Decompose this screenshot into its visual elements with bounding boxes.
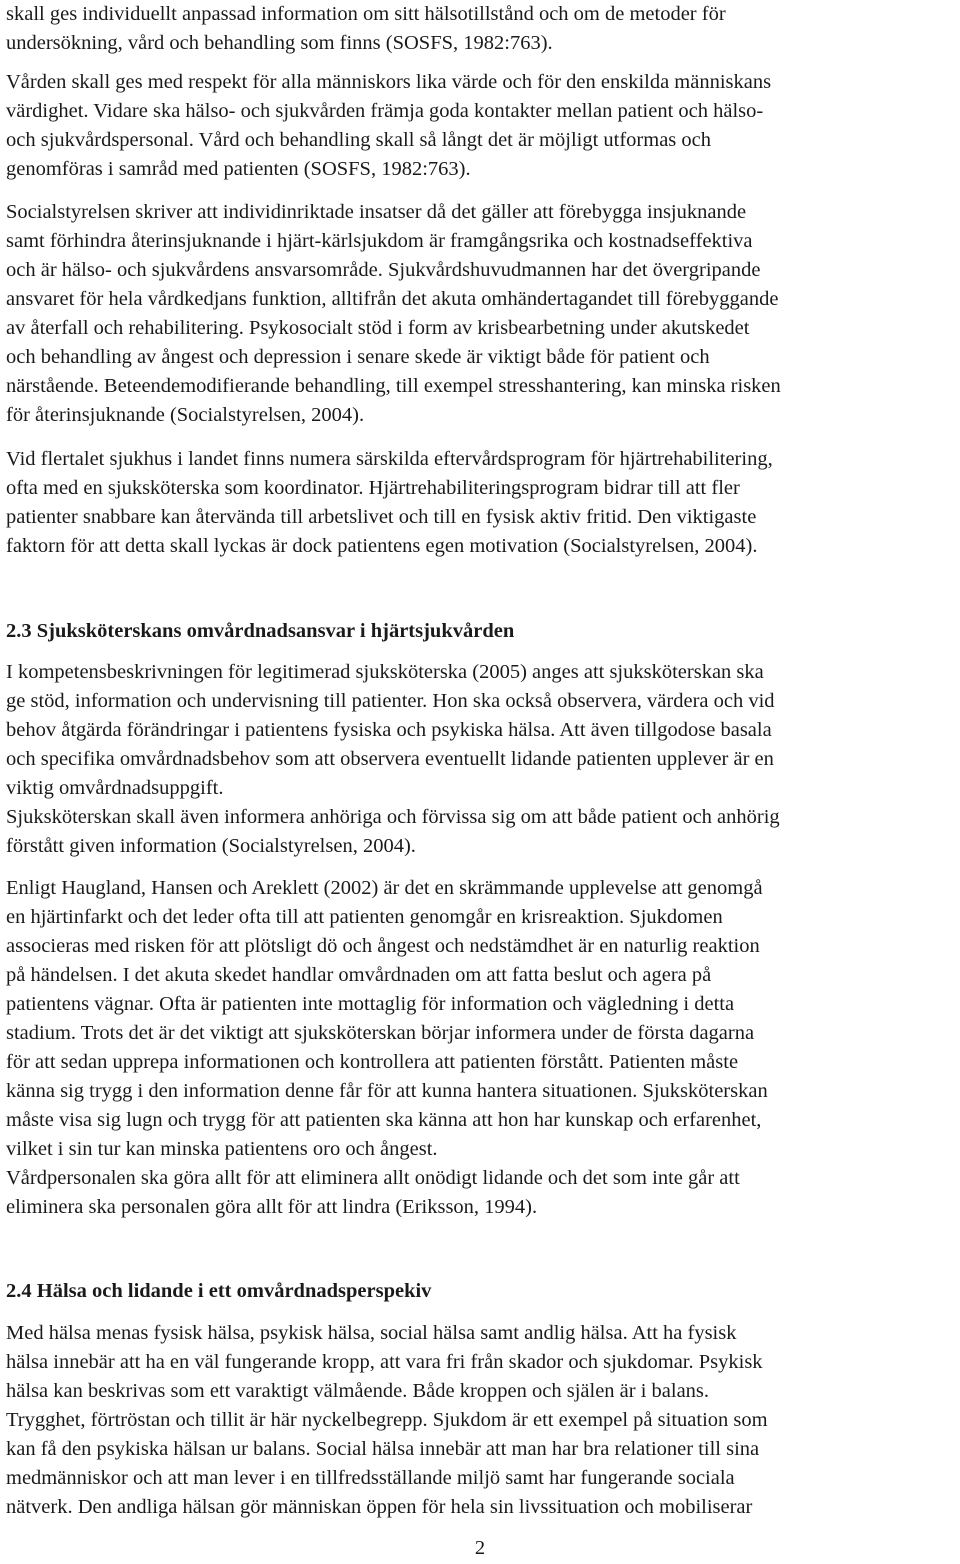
text-line: stadium. Trots det är det viktigt att sjuksköterskan börjar informera under de första dagarna (6, 1022, 755, 1044)
text-line: av återfall och rehabilitering. Psykosocialt stöd i form av krisbearbetning under akutskedet (6, 317, 750, 339)
text-line: kan få den psykiska hälsan ur balans. Social hälsa innebär att man har bra relationer till sina (6, 1438, 760, 1460)
text-line: ge stöd, information och undervisning till patienter. Hon ska också observera, värdera och vid (6, 690, 775, 712)
text-line: nätverk. Den andliga hälsan gör människan öppen för hela sin livssituation och mobiliserar (6, 1496, 753, 1518)
text-line: förstått given information (Socialstyrelsen, 2004). (6, 835, 416, 857)
section-heading: 2.3 Sjuksköterskans omvårdnadsansvar i hjärtsjukvården (6, 620, 515, 642)
text-line: hälsa kan beskrivas som ett varaktigt välmående. Både kroppen och själen är i balans. (6, 1380, 710, 1402)
text-line: viktig omvårdnadsuppgift. (6, 777, 224, 799)
text-line: undersökning, vård och behandling som finns (SOSFS, 1982:763). (6, 32, 553, 54)
text-line: behov åtgärda förändringar i patientens fysiska och psykiska hälsa. Att även tillgodose basala (6, 719, 772, 741)
page-number: 2 (474, 1537, 486, 1559)
text-line: medmänniskor och att man lever i en tillfredsställande miljö samt har fungerande sociala (6, 1467, 735, 1489)
text-line: och specifika omvårdnadsbehov som att observera eventuellt lidande patienten upplever är en (6, 748, 774, 770)
text-line: samt förhindra återinsjuknande i hjärt-kärlsjukdom är framgångsrika och kostnadseffektiva (6, 230, 753, 252)
text-line: och är hälso- och sjukvårdens ansvarsområde. Sjukvårdshuvudmannen har det övergripande (6, 259, 761, 281)
text-line: skall ges individuellt anpassad information om sitt hälsotillstånd och om de metoder för (6, 3, 726, 25)
section-heading: 2.4 Hälsa och lidande i ett omvårdnadsperspekiv (6, 1280, 432, 1302)
text-line: och behandling av ångest och depression i senare skede är viktigt både för patient och (6, 346, 710, 368)
text-line: Trygghet, förtröstan och tillit är här nyckelbegrepp. Sjukdom är ett exempel på situation som (6, 1409, 768, 1431)
text-line: associeras med risken för att plötsligt dö och ångest och nedstämdhet är en naturlig reaktion (6, 935, 760, 957)
text-line: för att sedan upprepa informationen och kontrollera att patienten förstått. Patienten måste (6, 1051, 739, 1073)
text-line: patienter snabbare kan återvända till arbetslivet och till en fysisk aktiv fritid. Den viktigaste (6, 506, 757, 528)
text-line: Socialstyrelsen skriver att individinriktade insatser då det gäller att förebygga insjuknande (6, 201, 747, 223)
text-line: måste visa sig lugn och trygg för att patienten ska känna att hon har kunskap och erfarenhet, (6, 1109, 762, 1131)
text-line: Med hälsa menas fysisk hälsa, psykisk hälsa, social hälsa samt andlig hälsa. Att ha fysisk (6, 1322, 737, 1344)
text-line: Vid flertalet sjukhus i landet finns numera särskilda eftervårdsprogram för hjärtrehabilitering, (6, 448, 773, 470)
text-line: för återinsjuknande (Socialstyrelsen, 2004). (6, 404, 365, 426)
text-line: och sjukvårdspersonal. Vård och behandling skall så långt det är möjligt utformas och (6, 129, 711, 151)
text-line: Vården skall ges med respekt för alla människors lika värde och för den enskilda människans (6, 71, 772, 93)
text-line: Sjuksköterskan skall även informera anhöriga och förvissa sig om att både patient och anhörig (6, 806, 780, 828)
paragraph (6, 0, 726, 58)
paragraph (6, 445, 773, 561)
paragraph (6, 198, 781, 430)
text-line: närstående. Beteendemodifierande behandling, till exempel stresshantering, kan minska risken (6, 375, 781, 397)
text-line: ansvaret för hela vårdkedjans funktion, alltifrån det akuta omhändertagandet till förebyggande (6, 288, 779, 310)
paragraph (6, 658, 780, 861)
text-line: Vårdpersonalen ska göra allt för att eliminera allt onödigt lidande och det som inte går att (6, 1167, 740, 1189)
paragraph (6, 68, 771, 184)
text-line: hälsa innebär att ha en väl fungerande kropp, att vara fri från skador och sjukdomar. Psykisk (6, 1351, 763, 1373)
text-line: I kompetensbeskrivningen för legitimerad sjuksköterska (2005) anges att sjuksköterskan ska (6, 661, 764, 683)
text-line: patientens vägnar. Ofta är patienten inte mottaglig för information och vägledning i detta (6, 993, 735, 1015)
text-line: känna sig trygg i den information denne får för att kunna hantera situationen. Sjuksköterskan (6, 1080, 768, 1102)
text-line: vilket i sin tur kan minska patientens oro och ångest. (6, 1138, 438, 1160)
paragraph (6, 874, 768, 1222)
text-line: värdighet. Vidare ska hälso- och sjukvården främja goda kontakter mellan patient och hälso- (6, 100, 764, 122)
text-line: på händelsen. I det akuta skedet handlar omvårdnaden om att fatta beslut och agera på (6, 964, 712, 986)
paragraph (6, 1319, 768, 1522)
text-line: Enligt Haugland, Hansen och Areklett (2002) är det en skrämmande upplevelse att genomgå (6, 877, 763, 899)
text-line: eliminera ska personalen göra allt för att lindra (Eriksson, 1994). (6, 1196, 538, 1218)
text-line: ofta med en sjuksköterska som koordinator. Hjärtrehabiliteringsprogram bidrar till att fler (6, 477, 740, 499)
text-line: en hjärtinfarkt och det leder ofta till att patienten genomgår en krisreaktion. Sjukdomen (6, 906, 723, 928)
text-line: genomföras i samråd med patienten (SOSFS, 1982:763). (6, 158, 471, 180)
text-line: faktorn för att detta skall lyckas är dock patientens egen motivation (Socialstyrelsen, 2004). (6, 535, 758, 557)
